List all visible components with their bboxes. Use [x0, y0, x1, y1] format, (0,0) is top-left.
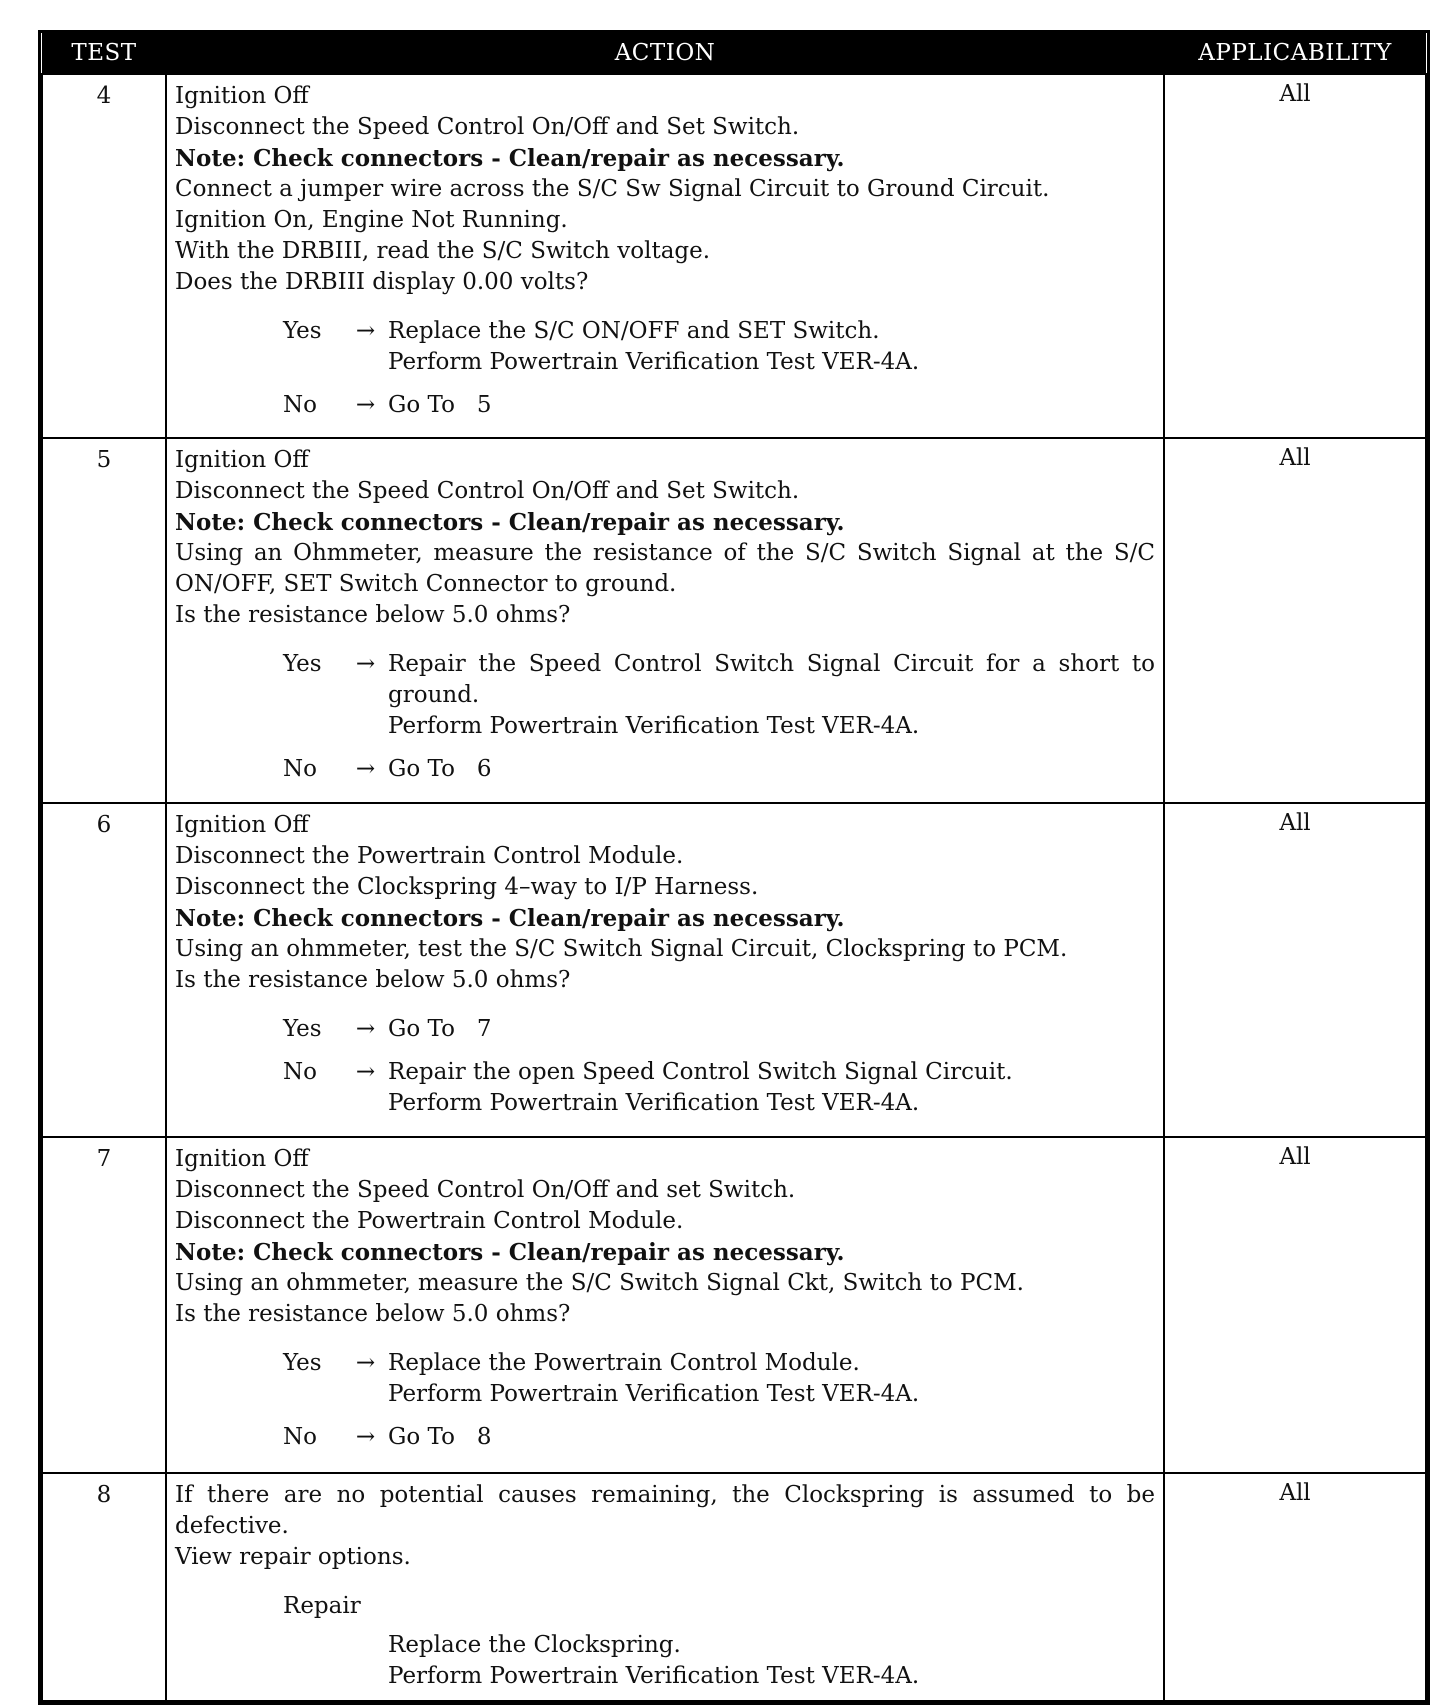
action-line: Does the DRBIII display 0.00 volts? — [175, 269, 589, 295]
table-row — [42, 1137, 1426, 1473]
applicability-value: All — [1164, 438, 1426, 803]
action-line: Ignition Off — [175, 1146, 309, 1172]
outcome-yes — [283, 316, 1155, 378]
table-header — [42, 33, 1426, 74]
action-cell — [166, 1473, 1164, 1701]
diagnostic-test-table — [38, 30, 1430, 1705]
action-line: Disconnect the Powertrain Control Module. — [175, 1208, 684, 1234]
action-cell — [166, 74, 1164, 438]
outcome-label: Yes — [283, 651, 322, 677]
header-test: TEST — [42, 33, 166, 74]
outcome-label: Yes — [283, 318, 322, 344]
test-number: 5 — [42, 438, 166, 803]
outcome-repair — [283, 1591, 1155, 1692]
header-applicability: APPLICABILITY — [1164, 33, 1426, 74]
outcome-text: Replace the S/C ON/OFF and SET Switch. — [388, 318, 880, 344]
outcome-label: Yes — [283, 1016, 322, 1042]
note-line: Note: Check connectors - Clean/repair as necessary. — [175, 905, 845, 932]
arrow-right-icon: → — [355, 756, 376, 782]
table-row — [42, 803, 1426, 1137]
action-line: Is the resistance below 5.0 ohms? — [175, 602, 571, 628]
applicability-value: All — [1164, 1137, 1426, 1473]
outcome-text: Repair the Speed Control Switch Signal Circuit for a short to ground. — [388, 651, 1163, 708]
outcome-label: Yes — [283, 1350, 322, 1376]
arrow-right-icon: → — [355, 318, 376, 344]
outcome-no — [283, 1422, 1155, 1453]
outcome-no — [283, 754, 1155, 785]
outcome-text: Perform Powertrain Verification Test VER-4A. — [388, 349, 920, 375]
outcome-no — [283, 1057, 1155, 1119]
action-line: Disconnect the Speed Control On/Off and Set Switch. — [175, 478, 800, 504]
outcome-text: Replace the Powertrain Control Module. — [388, 1350, 860, 1376]
action-line: Is the resistance below 5.0 ohms? — [175, 967, 571, 993]
test-number: 7 — [42, 1137, 166, 1473]
action-line: Disconnect the Speed Control On/Off and Set Switch. — [175, 114, 800, 140]
arrow-right-icon: → — [355, 392, 376, 418]
action-line: Disconnect the Speed Control On/Off and set Switch. — [175, 1177, 796, 1203]
action-line: Using an ohmmeter, measure the S/C Switch Signal Ckt, Switch to PCM. — [175, 1270, 1024, 1296]
action-cell — [166, 438, 1164, 803]
outcome-label: No — [283, 392, 317, 418]
table-row — [42, 1473, 1426, 1701]
arrow-right-icon: → — [355, 1350, 376, 1376]
outcome-text: Perform Powertrain Verification Test VER-4A. — [388, 1381, 920, 1407]
action-line: With the DRBIII, read the S/C Switch voltage. — [175, 238, 711, 264]
outcome-text: Replace the Clockspring. — [388, 1632, 681, 1658]
table-row — [42, 74, 1426, 438]
test-number: 4 — [42, 74, 166, 438]
action-line: Disconnect the Clockspring 4–way to I/P Harness. — [175, 874, 759, 900]
outcome-text: Go To 6 — [388, 756, 492, 782]
note-line: Note: Check connectors - Clean/repair as necessary. — [175, 145, 845, 172]
arrow-right-icon: → — [355, 1016, 376, 1042]
action-line: View repair options. — [175, 1544, 411, 1570]
table-row — [42, 438, 1426, 803]
action-line: Using an Ohmmeter, measure the resistance of the S/C Switch Signal at the S/C ON/OFF, SET Switch Connector to ground. — [175, 540, 1155, 597]
action-line: Ignition Off — [175, 812, 309, 838]
action-line: Is the resistance below 5.0 ohms? — [175, 1301, 571, 1327]
outcome-label: No — [283, 756, 317, 782]
action-line: Ignition Off — [175, 447, 309, 473]
applicability-value: All — [1164, 74, 1426, 438]
outcome-label: No — [283, 1424, 317, 1450]
action-line: If there are no potential causes remaining, the Clockspring is assumed to be defective. — [175, 1482, 1155, 1539]
action-line: Using an ohmmeter, test the S/C Switch Signal Circuit, Clockspring to PCM. — [175, 936, 1068, 962]
note-line: Note: Check connectors - Clean/repair as necessary. — [175, 1239, 845, 1266]
note-line: Note: Check connectors - Clean/repair as necessary. — [175, 509, 845, 536]
outcome-label: Repair — [283, 1593, 361, 1619]
outcome-text: Repair the open Speed Control Switch Signal Circuit. — [388, 1059, 1013, 1085]
arrow-right-icon: → — [355, 651, 376, 677]
action-line: Connect a jumper wire across the S/C Sw Signal Circuit to Ground Circuit. — [175, 176, 1050, 202]
action-line: Ignition On, Engine Not Running. — [175, 207, 568, 233]
outcome-text: Perform Powertrain Verification Test VER-4A. — [388, 1663, 920, 1689]
outcome-yes — [283, 1348, 1155, 1410]
test-number: 8 — [42, 1473, 166, 1701]
test-number: 6 — [42, 803, 166, 1137]
header-action: ACTION — [166, 33, 1164, 74]
outcome-text: Perform Powertrain Verification Test VER-4A. — [388, 1090, 920, 1116]
applicability-value: All — [1164, 803, 1426, 1137]
outcome-text: Perform Powertrain Verification Test VER-4A. — [388, 713, 920, 739]
outcome-text: Go To 5 — [388, 392, 492, 418]
applicability-value: All — [1164, 1473, 1426, 1701]
outcome-label: No — [283, 1059, 317, 1085]
action-line: Ignition Off — [175, 83, 309, 109]
outcome-text: Go To 7 — [388, 1016, 492, 1042]
outcome-text: Go To 8 — [388, 1424, 492, 1450]
action-line: Disconnect the Powertrain Control Module. — [175, 843, 684, 869]
outcome-no — [283, 390, 1155, 421]
arrow-right-icon: → — [355, 1059, 376, 1085]
arrow-right-icon: → — [355, 1424, 376, 1450]
action-cell — [166, 1137, 1164, 1473]
outcome-yes — [283, 1014, 1155, 1045]
outcome-yes — [283, 649, 1163, 742]
action-cell — [166, 803, 1164, 1137]
